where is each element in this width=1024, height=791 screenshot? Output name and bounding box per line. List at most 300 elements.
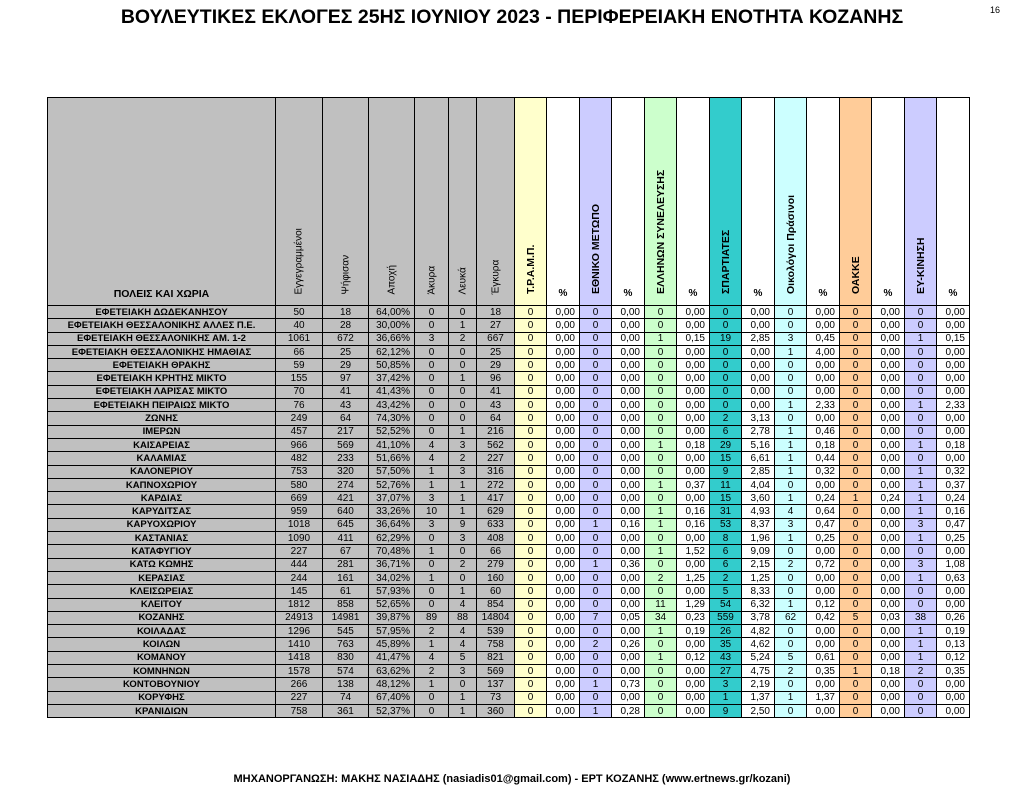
cell-registered: 59 <box>276 359 323 372</box>
cell-spartiates-percent: 2,15 <box>742 558 775 571</box>
cell-ethniko-metopo-percent: 0,00 <box>612 412 645 425</box>
cell-ellinon-synelefsis-votes: 0 <box>645 532 677 545</box>
cell-valid: 539 <box>477 625 515 638</box>
header-party-tramp-percent: % <box>547 98 580 306</box>
cell-ellinon-synelefsis-percent: 0,00 <box>677 492 710 505</box>
cell-tramp-votes: 0 <box>515 345 547 358</box>
cell-registered: 227 <box>276 691 323 704</box>
cell-blank: 4 <box>449 625 477 638</box>
cell-blank: 0 <box>449 399 477 412</box>
cell-ellinon-synelefsis-percent: 0,19 <box>677 625 710 638</box>
cell-ey-kinisi-votes: 1 <box>905 638 937 651</box>
cell-oakke-percent: 0,00 <box>872 452 905 465</box>
cell-valid: 629 <box>477 505 515 518</box>
cell-ethniko-metopo-percent: 0,00 <box>612 425 645 438</box>
cell-ellinon-synelefsis-votes: 0 <box>645 319 677 332</box>
table-row <box>48 359 970 372</box>
cell-ellinon-synelefsis-votes: 11 <box>645 598 677 611</box>
cell-ethniko-metopo-votes: 0 <box>580 478 612 491</box>
cell-registered: 1410 <box>276 638 323 651</box>
cell-ethniko-metopo-percent: 0,00 <box>612 665 645 678</box>
cell-registered: 50 <box>276 306 323 319</box>
cell-ey-kinisi-votes: 0 <box>905 704 937 717</box>
place-name: ΕΦΕΤΕΙΑΚΗ ΔΩΔΕΚΑΝΗΣΟΥ <box>48 306 276 319</box>
cell-oakke-votes: 0 <box>840 558 872 571</box>
cell-blank: 1 <box>449 691 477 704</box>
cell-invalid: 3 <box>415 492 449 505</box>
cell-voted: 411 <box>323 532 369 545</box>
cell-oikologoi-prasinoi-percent: 0,35 <box>807 665 840 678</box>
cell-ey-kinisi-votes: 0 <box>905 598 937 611</box>
cell-valid: 272 <box>477 478 515 491</box>
cell-oakke-percent: 0,00 <box>872 359 905 372</box>
place-name: ΙΜΕΡΩΝ <box>48 425 276 438</box>
cell-ey-kinisi-percent: 0,00 <box>937 359 970 372</box>
cell-ethniko-metopo-percent: 0,00 <box>612 571 645 584</box>
cell-tramp-votes: 0 <box>515 452 547 465</box>
cell-spartiates-percent: 1,96 <box>742 532 775 545</box>
place-name: ΚΟΙΛΩΝ <box>48 638 276 651</box>
cell-blank: 9 <box>449 518 477 531</box>
place-name: ΕΦΕΤΕΙΑΚΗ ΘΕΣΣΑΛΟΝΙΚΗΣ ΑΛΛΕΣ Π.Ε. <box>48 319 276 332</box>
cell-ellinon-synelefsis-percent: 0,00 <box>677 452 710 465</box>
cell-tramp-votes: 0 <box>515 545 547 558</box>
cell-abstention: 36,71% <box>369 558 415 571</box>
cell-ey-kinisi-percent: 0,16 <box>937 505 970 518</box>
place-name: ΕΦΕΤΕΙΑΚΗ ΘΕΣΣΑΛΟΝΙΚΗΣ ΑΜ. 1-2 <box>48 332 276 345</box>
header-voted-label: Ψήφισαν <box>340 254 351 295</box>
cell-abstention: 36,64% <box>369 518 415 531</box>
cell-invalid: 0 <box>415 532 449 545</box>
header-party-oikologoi-prasinoi-percent: % <box>807 98 840 306</box>
cell-blank: 3 <box>449 665 477 678</box>
cell-ellinon-synelefsis-votes: 0 <box>645 704 677 717</box>
header-invalid <box>415 98 449 306</box>
cell-ellinon-synelefsis-votes: 0 <box>645 585 677 598</box>
cell-ey-kinisi-percent: 1,08 <box>937 558 970 571</box>
cell-spartiates-votes: 6 <box>710 545 742 558</box>
cell-spartiates-votes: 0 <box>710 399 742 412</box>
cell-invalid: 0 <box>415 399 449 412</box>
cell-tramp-percent: 0,00 <box>547 651 580 664</box>
table-row <box>48 425 970 438</box>
cell-voted: 61 <box>323 585 369 598</box>
cell-spartiates-percent: 2,50 <box>742 704 775 717</box>
cell-registered: 40 <box>276 319 323 332</box>
cell-valid: 633 <box>477 518 515 531</box>
cell-spartiates-votes: 11 <box>710 478 742 491</box>
header-party-ellinon-synelefsis-percent: % <box>677 98 710 306</box>
cell-blank: 0 <box>449 678 477 691</box>
cell-valid: 66 <box>477 545 515 558</box>
cell-valid: 417 <box>477 492 515 505</box>
cell-spartiates-votes: 0 <box>710 306 742 319</box>
place-name: ΚΑΣΤΑΝΙΑΣ <box>48 532 276 545</box>
header-party-ethniko-metopo <box>580 98 612 306</box>
cell-spartiates-votes: 0 <box>710 385 742 398</box>
cell-blank: 0 <box>449 571 477 584</box>
table-row <box>48 345 970 358</box>
cell-spartiates-percent: 0,00 <box>742 399 775 412</box>
cell-spartiates-votes: 6 <box>710 425 742 438</box>
cell-tramp-votes: 0 <box>515 651 547 664</box>
place-name: ΚΟΜΑΝΟΥ <box>48 651 276 664</box>
cell-tramp-percent: 0,00 <box>547 518 580 531</box>
cell-oakke-percent: 0,00 <box>872 385 905 398</box>
cell-ethniko-metopo-percent: 0,00 <box>612 345 645 358</box>
table-row <box>48 412 970 425</box>
table-row <box>48 518 970 531</box>
place-name: ΚΑΤΩ ΚΩΜΗΣ <box>48 558 276 571</box>
cell-ethniko-metopo-votes: 0 <box>580 306 612 319</box>
cell-tramp-votes: 0 <box>515 518 547 531</box>
place-name: ΚΑΛΑΜΙΑΣ <box>48 452 276 465</box>
cell-oakke-percent: 0,00 <box>872 399 905 412</box>
table-row <box>48 598 970 611</box>
cell-ellinon-synelefsis-percent: 0,00 <box>677 306 710 319</box>
cell-voted: 274 <box>323 478 369 491</box>
cell-spartiates-votes: 53 <box>710 518 742 531</box>
cell-tramp-votes: 0 <box>515 385 547 398</box>
cell-oakke-percent: 0,03 <box>872 611 905 624</box>
cell-ey-kinisi-percent: 0,00 <box>937 585 970 598</box>
cell-tramp-percent: 0,00 <box>547 412 580 425</box>
cell-oakke-votes: 0 <box>840 399 872 412</box>
header-party-oakke-percent: % <box>872 98 905 306</box>
table-row <box>48 678 970 691</box>
cell-ey-kinisi-votes: 0 <box>905 691 937 704</box>
cell-spartiates-votes: 19 <box>710 332 742 345</box>
cell-abstention: 41,10% <box>369 438 415 451</box>
cell-registered: 457 <box>276 425 323 438</box>
cell-ellinon-synelefsis-percent: 0,00 <box>677 691 710 704</box>
cell-oakke-percent: 0,00 <box>872 332 905 345</box>
cell-oikologoi-prasinoi-votes: 62 <box>775 611 807 624</box>
cell-ethniko-metopo-percent: 0,28 <box>612 704 645 717</box>
cell-ey-kinisi-votes: 1 <box>905 625 937 638</box>
cell-ellinon-synelefsis-votes: 1 <box>645 625 677 638</box>
table-row <box>48 319 970 332</box>
cell-oikologoi-prasinoi-votes: 0 <box>775 571 807 584</box>
cell-ellinon-synelefsis-votes: 0 <box>645 558 677 571</box>
cell-oikologoi-prasinoi-percent: 0,18 <box>807 438 840 451</box>
cell-abstention: 52,76% <box>369 478 415 491</box>
cell-oikologoi-prasinoi-votes: 0 <box>775 306 807 319</box>
cell-registered: 24913 <box>276 611 323 624</box>
cell-spartiates-percent: 2,85 <box>742 332 775 345</box>
cell-abstention: 45,89% <box>369 638 415 651</box>
cell-ellinon-synelefsis-percent: 0,23 <box>677 611 710 624</box>
cell-tramp-votes: 0 <box>515 478 547 491</box>
cell-tramp-votes: 0 <box>515 359 547 372</box>
cell-ellinon-synelefsis-votes: 0 <box>645 665 677 678</box>
cell-abstention: 52,52% <box>369 425 415 438</box>
place-name: ΚΛΕΙΣΩΡΕΙΑΣ <box>48 585 276 598</box>
cell-ey-kinisi-percent: 0,00 <box>937 372 970 385</box>
cell-oakke-votes: 0 <box>840 571 872 584</box>
cell-oikologoi-prasinoi-votes: 4 <box>775 505 807 518</box>
cell-ellinon-synelefsis-percent: 0,37 <box>677 478 710 491</box>
table-row <box>48 558 970 571</box>
cell-invalid: 0 <box>415 306 449 319</box>
place-name: ΖΩΝΗΣ <box>48 412 276 425</box>
cell-spartiates-percent: 4,82 <box>742 625 775 638</box>
cell-ethniko-metopo-percent: 0,00 <box>612 306 645 319</box>
cell-voted: 281 <box>323 558 369 571</box>
cell-oakke-percent: 0,00 <box>872 704 905 717</box>
cell-oakke-percent: 0,00 <box>872 465 905 478</box>
cell-ey-kinisi-percent: 0,00 <box>937 704 970 717</box>
cell-ellinon-synelefsis-percent: 0,00 <box>677 704 710 717</box>
cell-oakke-votes: 0 <box>840 625 872 638</box>
cell-oakke-percent: 0,00 <box>872 438 905 451</box>
cell-oikologoi-prasinoi-percent: 0,72 <box>807 558 840 571</box>
cell-abstention: 37,42% <box>369 372 415 385</box>
cell-ey-kinisi-percent: 0,00 <box>937 598 970 611</box>
cell-invalid: 89 <box>415 611 449 624</box>
header-party-spartiates <box>710 98 742 306</box>
cell-abstention: 70,48% <box>369 545 415 558</box>
cell-oikologoi-prasinoi-percent: 2,33 <box>807 399 840 412</box>
header-valid <box>477 98 515 306</box>
cell-ethniko-metopo-percent: 0,00 <box>612 359 645 372</box>
cell-blank: 2 <box>449 452 477 465</box>
cell-oikologoi-prasinoi-votes: 1 <box>775 399 807 412</box>
cell-ey-kinisi-votes: 0 <box>905 425 937 438</box>
results-table-container <box>47 97 970 718</box>
cell-spartiates-votes: 9 <box>710 465 742 478</box>
cell-ey-kinisi-percent: 0,25 <box>937 532 970 545</box>
cell-ey-kinisi-votes: 0 <box>905 412 937 425</box>
cell-ethniko-metopo-percent: 0,00 <box>612 372 645 385</box>
place-name: ΚΟΜΝΗΝΩΝ <box>48 665 276 678</box>
cell-oikologoi-prasinoi-votes: 1 <box>775 691 807 704</box>
cell-oakke-votes: 1 <box>840 492 872 505</box>
cell-spartiates-percent: 0,00 <box>742 345 775 358</box>
cell-ethniko-metopo-votes: 0 <box>580 585 612 598</box>
cell-spartiates-votes: 0 <box>710 372 742 385</box>
cell-valid: 316 <box>477 465 515 478</box>
table-row <box>48 306 970 319</box>
table-row <box>48 665 970 678</box>
cell-oikologoi-prasinoi-percent: 0,12 <box>807 598 840 611</box>
cell-spartiates-votes: 5 <box>710 585 742 598</box>
cell-ethniko-metopo-percent: 0,00 <box>612 625 645 638</box>
cell-tramp-votes: 0 <box>515 372 547 385</box>
place-name: ΕΦΕΤΕΙΑΚΗ ΘΕΣΣΑΛΟΝΙΚΗΣ ΗΜΑΘΙΑΣ <box>48 345 276 358</box>
cell-voted: 569 <box>323 438 369 451</box>
cell-spartiates-percent: 2,85 <box>742 465 775 478</box>
cell-invalid: 4 <box>415 651 449 664</box>
cell-tramp-votes: 0 <box>515 665 547 678</box>
cell-ellinon-synelefsis-percent: 0,00 <box>677 638 710 651</box>
cell-voted: 74 <box>323 691 369 704</box>
table-row <box>48 611 970 624</box>
cell-ey-kinisi-percent: 2,33 <box>937 399 970 412</box>
cell-ethniko-metopo-votes: 0 <box>580 545 612 558</box>
cell-tramp-percent: 0,00 <box>547 319 580 332</box>
cell-spartiates-percent: 1,37 <box>742 691 775 704</box>
cell-ethniko-metopo-votes: 1 <box>580 558 612 571</box>
cell-voted: 67 <box>323 545 369 558</box>
cell-spartiates-percent: 9,09 <box>742 545 775 558</box>
cell-invalid: 1 <box>415 638 449 651</box>
cell-invalid: 2 <box>415 625 449 638</box>
cell-spartiates-percent: 0,00 <box>742 359 775 372</box>
table-row <box>48 638 970 651</box>
cell-spartiates-votes: 0 <box>710 359 742 372</box>
cell-tramp-votes: 0 <box>515 425 547 438</box>
cell-tramp-votes: 0 <box>515 412 547 425</box>
cell-abstention: 64,00% <box>369 306 415 319</box>
cell-spartiates-votes: 3 <box>710 678 742 691</box>
cell-ellinon-synelefsis-percent: 0,00 <box>677 319 710 332</box>
cell-spartiates-votes: 0 <box>710 345 742 358</box>
cell-ethniko-metopo-percent: 0,00 <box>612 545 645 558</box>
place-name: ΚΑΤΑΦΥΓΙΟΥ <box>48 545 276 558</box>
cell-invalid: 1 <box>415 545 449 558</box>
cell-tramp-votes: 0 <box>515 505 547 518</box>
cell-ellinon-synelefsis-percent: 0,00 <box>677 665 710 678</box>
cell-abstention: 67,40% <box>369 691 415 704</box>
cell-registered: 753 <box>276 465 323 478</box>
cell-valid: 137 <box>477 678 515 691</box>
cell-abstention: 50,85% <box>369 359 415 372</box>
cell-tramp-percent: 0,00 <box>547 452 580 465</box>
cell-blank: 0 <box>449 345 477 358</box>
table-row <box>48 372 970 385</box>
cell-voted: 97 <box>323 372 369 385</box>
cell-abstention: 57,50% <box>369 465 415 478</box>
cell-valid: 854 <box>477 598 515 611</box>
cell-oakke-percent: 0,00 <box>872 625 905 638</box>
cell-valid: 25 <box>477 345 515 358</box>
header-party-oakke <box>840 98 872 306</box>
header-party-ey-kinisi-label: ΕΥ-ΚΙΝΗΣΗ <box>914 237 927 294</box>
header-party-spartiates-percent: % <box>742 98 775 306</box>
cell-registered: 1578 <box>276 665 323 678</box>
cell-oakke-votes: 0 <box>840 505 872 518</box>
cell-voted: 672 <box>323 332 369 345</box>
cell-oakke-percent: 0,00 <box>872 532 905 545</box>
cell-invalid: 3 <box>415 518 449 531</box>
cell-oikologoi-prasinoi-percent: 0,46 <box>807 425 840 438</box>
cell-ethniko-metopo-percent: 0,16 <box>612 518 645 531</box>
cell-oikologoi-prasinoi-percent: 0,47 <box>807 518 840 531</box>
cell-tramp-percent: 0,00 <box>547 691 580 704</box>
header-party-oikologoi-prasinoi-label: Οικολόγοι Πράσινοι <box>784 194 797 294</box>
place-name: ΚΑΛΟΝΕΡΙΟΥ <box>48 465 276 478</box>
header-party-spartiates-label: ΣΠΑΡΤΙΑΤΕΣ <box>719 229 732 294</box>
cell-valid: 562 <box>477 438 515 451</box>
cell-spartiates-percent: 2,19 <box>742 678 775 691</box>
cell-registered: 1018 <box>276 518 323 531</box>
cell-tramp-percent: 0,00 <box>547 306 580 319</box>
cell-tramp-votes: 0 <box>515 332 547 345</box>
cell-ey-kinisi-votes: 3 <box>905 518 937 531</box>
cell-blank: 0 <box>449 545 477 558</box>
cell-spartiates-percent: 1,25 <box>742 571 775 584</box>
cell-blank: 1 <box>449 585 477 598</box>
cell-ethniko-metopo-votes: 2 <box>580 638 612 651</box>
cell-voted: 18 <box>323 306 369 319</box>
cell-spartiates-votes: 2 <box>710 571 742 584</box>
cell-oikologoi-prasinoi-votes: 1 <box>775 452 807 465</box>
cell-ellinon-synelefsis-votes: 0 <box>645 492 677 505</box>
cell-blank: 1 <box>449 372 477 385</box>
cell-tramp-votes: 0 <box>515 625 547 638</box>
cell-voted: 320 <box>323 465 369 478</box>
cell-spartiates-votes: 27 <box>710 665 742 678</box>
cell-oikologoi-prasinoi-votes: 3 <box>775 518 807 531</box>
cell-blank: 1 <box>449 505 477 518</box>
cell-ellinon-synelefsis-votes: 1 <box>645 518 677 531</box>
cell-ellinon-synelefsis-votes: 1 <box>645 545 677 558</box>
cell-invalid: 1 <box>415 571 449 584</box>
cell-voted: 217 <box>323 425 369 438</box>
cell-ey-kinisi-percent: 0,00 <box>937 545 970 558</box>
cell-registered: 266 <box>276 678 323 691</box>
cell-registered: 669 <box>276 492 323 505</box>
place-name: ΚΑΙΣΑΡΕΙΑΣ <box>48 438 276 451</box>
cell-oikologoi-prasinoi-percent: 0,00 <box>807 704 840 717</box>
cell-oikologoi-prasinoi-votes: 2 <box>775 665 807 678</box>
table-row <box>48 651 970 664</box>
cell-voted: 138 <box>323 678 369 691</box>
cell-oikologoi-prasinoi-percent: 0,00 <box>807 478 840 491</box>
cell-ey-kinisi-percent: 0,24 <box>937 492 970 505</box>
cell-ey-kinisi-votes: 0 <box>905 359 937 372</box>
table-row <box>48 505 970 518</box>
cell-oakke-votes: 0 <box>840 478 872 491</box>
cell-ey-kinisi-percent: 0,00 <box>937 425 970 438</box>
cell-ellinon-synelefsis-votes: 0 <box>645 691 677 704</box>
table-row <box>48 571 970 584</box>
header-party-ey-kinisi-percent: % <box>937 98 970 306</box>
cell-invalid: 0 <box>415 372 449 385</box>
cell-ethniko-metopo-votes: 0 <box>580 598 612 611</box>
cell-voted: 25 <box>323 345 369 358</box>
header-registered-label: Εγγεγραμμένοι <box>293 228 305 295</box>
place-name: ΚΟΙΛΑΔΑΣ <box>48 625 276 638</box>
cell-ey-kinisi-votes: 0 <box>905 385 937 398</box>
cell-ethniko-metopo-votes: 0 <box>580 532 612 545</box>
cell-ellinon-synelefsis-percent: 1,52 <box>677 545 710 558</box>
cell-voted: 14981 <box>323 611 369 624</box>
header-voted <box>323 98 369 306</box>
cell-tramp-votes: 0 <box>515 306 547 319</box>
cell-spartiates-percent: 8,33 <box>742 585 775 598</box>
cell-oakke-percent: 0,00 <box>872 306 905 319</box>
cell-ellinon-synelefsis-percent: 0,00 <box>677 465 710 478</box>
cell-oakke-percent: 0,00 <box>872 691 905 704</box>
cell-valid: 667 <box>477 332 515 345</box>
cell-tramp-votes: 0 <box>515 319 547 332</box>
cell-oakke-votes: 0 <box>840 704 872 717</box>
cell-abstention: 33,26% <box>369 505 415 518</box>
cell-oikologoi-prasinoi-percent: 0,00 <box>807 625 840 638</box>
header-row <box>48 98 970 306</box>
cell-registered: 155 <box>276 372 323 385</box>
cell-invalid: 0 <box>415 385 449 398</box>
cell-abstention: 48,12% <box>369 678 415 691</box>
cell-spartiates-percent: 3,13 <box>742 412 775 425</box>
cell-oikologoi-prasinoi-percent: 0,24 <box>807 492 840 505</box>
cell-invalid: 3 <box>415 332 449 345</box>
cell-tramp-votes: 0 <box>515 678 547 691</box>
cell-abstention: 34,02% <box>369 571 415 584</box>
cell-ethniko-metopo-votes: 1 <box>580 704 612 717</box>
